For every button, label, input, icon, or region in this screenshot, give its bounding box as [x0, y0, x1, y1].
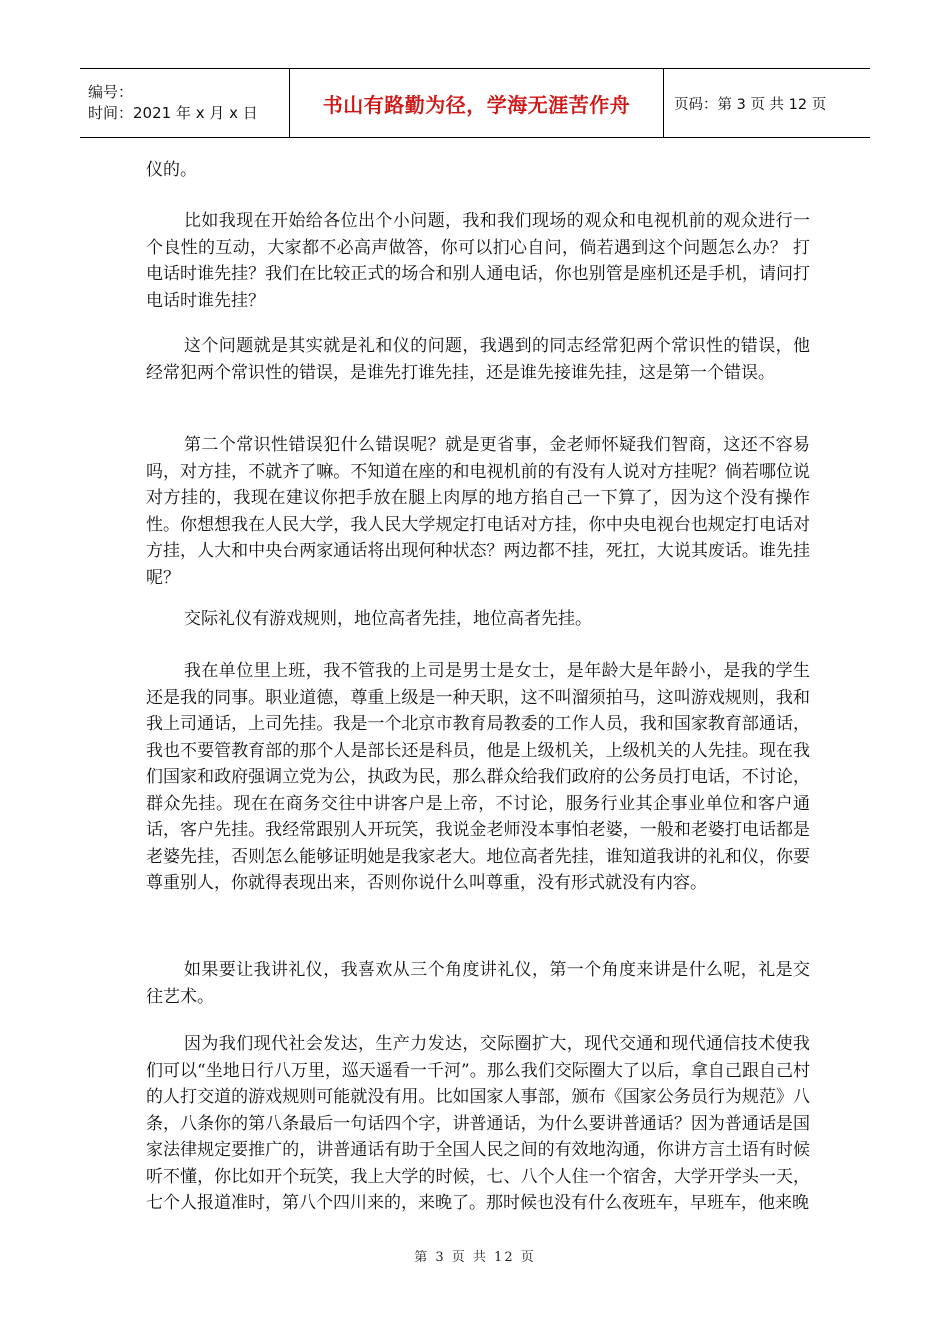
header-motto: 书山有路勤为径，学海无涯苦作舟: [289, 69, 664, 137]
header-page-number: 页码：第 3 页 共 12 页: [674, 96, 827, 113]
page-header: [80, 68, 870, 138]
header-meta: [80, 69, 289, 137]
document-number-label: 编号：: [88, 83, 134, 101]
paragraph: 比如我现在开始给各位出个小问题，我和我们现场的观众和电视机前的观众进行一个良性的互动，大家都不必高声做答，你可以扪心自问，倘若遇到这个问题怎么办？ 打电话时谁先挂？我们在比较正式的场合和别人通电话，你也别管是座机还是手机，请问打电话时谁先挂？: [146, 211, 810, 311]
paragraph: 第二个常识性错误犯什么错误呢？就是更省事，金老师怀疑我们智商，这还不容易吗，对方挂，不就齐了嘛。不知道在座的和电视机前的有没有人说对方挂呢？倘若哪位说对方挂的，我现在建议你把手放在腿上肉厚的地方掐自己一下算了，因为这个没有操作性。你想想我在人民大学，我人民大学规定打电话对方挂，你中央电视台也规定打电话对方挂，人大和中央台两家通话将出现何种状态？两边都不挂，死扛，大说其废话。谁先挂呢？: [146, 435, 810, 588]
paragraph: 仪的。: [146, 160, 197, 180]
paragraph: 如果要让我讲礼仪，我喜欢从三个角度讲礼仪，第一个角度来讲是什么呢，礼是交往艺术。: [146, 960, 810, 1007]
paragraph: 因为我们现代社会发达，生产力发达，交际圈扩大，现代交通和现代通信技术使我们可以“坐地日行八万里，巡天遥看一千河”。那么我们交际圈大了以后，拿自己跟自己村的人打交道的游戏规则可能就没有用。比如国家人事部，颁布《国家公务员行为规范》八条，八条你的第八条最后一句话四个字，讲普通话，为什么要讲普通话？因为普通话是国家法律规定要推广的，讲普通话有助于全国人民之间的有效地沟通，你讲方言土语有时候听不懂，你比如开个玩笑，我上大学的时候，七、八个人住一个宿舍，大学开学头一天，七个人报道准时，第八个四川来的，来晚了。那时候也没有什么夜班车，早班车，他来晚: [146, 1034, 810, 1213]
paragraph: 交际礼仪有游戏规则，地位高者先挂，地位高者先挂。: [184, 609, 592, 629]
paragraph: 我在单位里上班，我不管我的上司是男士是女士，是年龄大是年龄小，是我的学生还是我的同事。职业道德，尊重上级是一种天职，这不叫溜须拍马，这叫游戏规则，我和我上司通话，上司先挂。我是一个北京市教育局教委的工作人员，我和国家教育部通话，我也不要管教育部的那个人是部长还是科员，他是上级机关，上级机关的人先挂。现在我们国家和政府强调立党为公，执政为民，那么群众给我们政府的公务员打电话，不讨论，群众先挂。现在在商务交往中讲客户是上帝，不讨论，服务行业其企事业单位和客户通话，客户先挂。我经常跟别人开玩笑，我说金老师没本事怕老婆，一般和老婆打电话都是老婆先挂，否则怎么能够证明她是我家老大。地位高者先挂，谁知道我讲的礼和仪，你要尊重别人，你就得表现出来，否则你说什么叫尊重，没有形式就没有内容。: [146, 661, 810, 893]
paragraph: 这个问题就是其实就是礼和仪的问题，我遇到的同志经常犯两个常识性的错误，他经常犯两个常识性的错误，是谁先打谁先挂，还是谁先接谁先挂，这是第一个错误。: [146, 336, 810, 383]
page-footer: 第 3 页 共 12 页: [414, 1250, 536, 1265]
document-date-label: 时间：2021 年 x 月 x 日: [88, 104, 258, 122]
